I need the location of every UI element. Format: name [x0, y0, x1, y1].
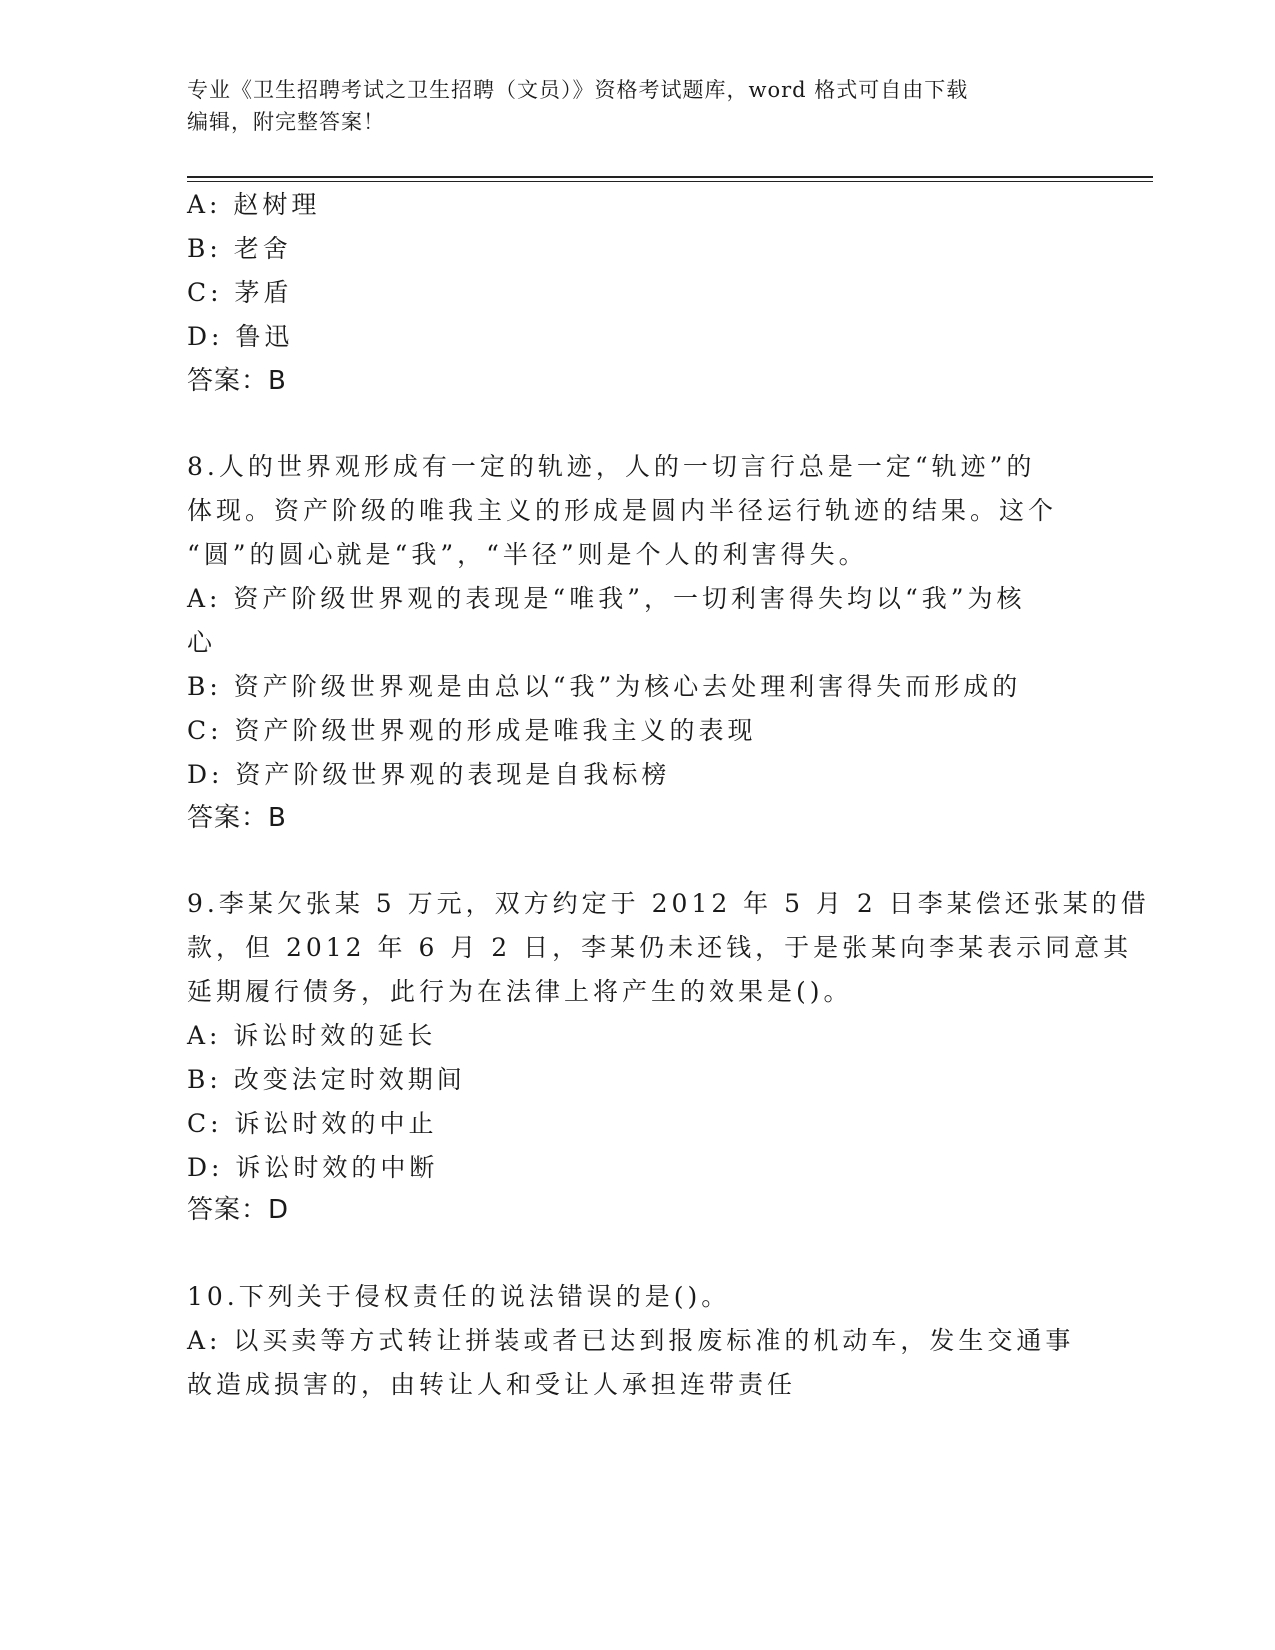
q7-answer: 答案：B [187, 366, 287, 396]
q8-option-a-line-1: A: 资产阶级世界观的表现是“唯我”，一切利害得失均以“我”为核 [187, 584, 1026, 613]
page-header [187, 74, 1067, 138]
q8-stem-line-2: 体现。资产阶级的唯我主义的形成是圆内半径运行轨迹的结果。这个 [187, 496, 1058, 525]
q9-option-d: D: 诉讼时效的中断 [187, 1153, 439, 1182]
q10-stem: 10.下列关于侵权责任的说法错误的是()。 [187, 1282, 731, 1311]
header-rule-thin [187, 181, 1153, 182]
q9-stem-line-1: 9.李某欠张某 5 万元，双方约定于 2012 年 5 月 2 日李某偿还张某的借 [187, 889, 1150, 918]
q8-stem-line-1: 8.人的世界观形成有一定的轨迹，人的一切言行总是一定“轨迹”的 [187, 452, 1036, 481]
q7-option-a: A: 赵树理 [187, 190, 321, 219]
q9-option-a: A: 诉讼时效的延长 [187, 1021, 437, 1050]
q9-option-b: B: 改变法定时效期间 [187, 1065, 466, 1094]
q9-stem-line-2: 款，但 2012 年 6 月 2 日，李某仍未还钱，于是张某向李某表示同意其 [187, 933, 1133, 962]
q7-option-d: D: 鲁迅 [187, 322, 294, 351]
q8-option-a-line-2: 心 [187, 628, 217, 657]
header-line-2: 编辑，附完整答案！ [187, 110, 385, 134]
q10-option-a-line-1: A: 以买卖等方式转让拼装或者已达到报废标准的机动车，发生交通事 [187, 1326, 1075, 1355]
header-line-1: 专业《卫生招聘考试之卫生招聘（文员）》资格考试题库，word 格式可自由下载 [187, 78, 969, 102]
q8-option-c: C: 资产阶级世界观的形成是唯我主义的表现 [187, 716, 757, 745]
q8-option-d: D: 资产阶级世界观的表现是自我标榜 [187, 760, 671, 789]
q7-option-c: C: 茅盾 [187, 278, 293, 307]
q8-stem-line-3: “圆”的圆心就是“我”，“半径”则是个人的利害得失。 [187, 540, 868, 569]
q9-stem-line-3: 延期履行债务，此行为在法律上将产生的效果是()。 [187, 977, 853, 1006]
q10-option-a-line-2: 故造成损害的，由转让人和受让人承担连带责任 [187, 1370, 797, 1399]
q7-option-b: B: 老舍 [187, 234, 292, 263]
header-rule-thick [187, 176, 1153, 178]
q9-option-c: C: 诉讼时效的中止 [187, 1109, 438, 1138]
q9-answer: 答案：D [187, 1195, 290, 1225]
q8-option-b: B: 资产阶级世界观是由总以“我”为核心去处理利害得失而形成的 [187, 672, 1022, 701]
q8-answer: 答案：B [187, 803, 287, 833]
